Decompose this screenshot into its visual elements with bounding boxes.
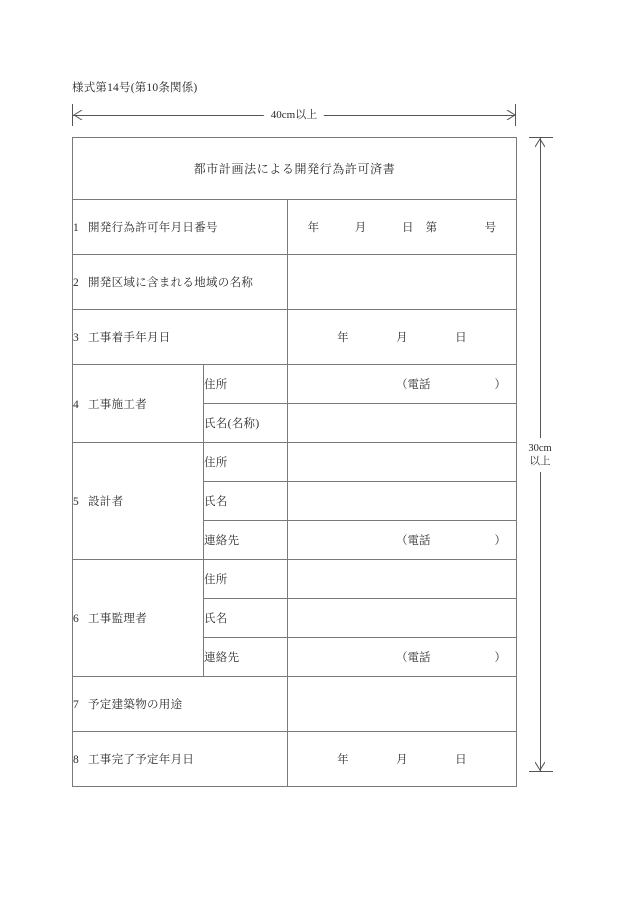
row-label-7: [73, 677, 288, 732]
subrow-value-5-2[interactable]: [288, 521, 517, 560]
row-label-text-4: 工事施工者: [88, 398, 147, 411]
height-dimension: [529, 137, 553, 772]
table-row: [73, 310, 517, 365]
subrow-value-5-1[interactable]: [288, 482, 517, 521]
subrow-label-6-2: 連絡先: [204, 638, 288, 677]
subrow-value-6-1[interactable]: [288, 599, 517, 638]
permit-form-table: [72, 137, 517, 787]
table-row: [73, 365, 517, 404]
row-label-2: [73, 255, 288, 310]
row-index-1: 1: [73, 222, 80, 234]
row-index-3: 3: [73, 332, 80, 344]
subrow-value-6-0[interactable]: [288, 560, 517, 599]
subrow-value-4-1[interactable]: [288, 404, 517, 443]
row-label-text-7: 予定建築物の用途: [88, 699, 183, 711]
tel-close-paren-6-2: ）: [494, 652, 507, 664]
row-value-text-1: 年 月 日 第 号: [307, 222, 497, 234]
row-label-text-1: 開発行為許可年月日番号: [88, 222, 218, 234]
height-dimension-label-line1: 30cm: [528, 442, 552, 454]
row-label-5: [73, 443, 204, 560]
row-label-text-6: 工事監理者: [88, 613, 147, 625]
table-row: [73, 443, 517, 482]
row-index-6: 6: [73, 613, 80, 625]
row-label-text-2: 開発区域に含まれる地域の名称: [88, 277, 254, 289]
row-label-text-5: 設計者: [88, 496, 124, 508]
row-label-8: [73, 732, 288, 787]
height-dimension-label: [528, 438, 551, 472]
row-index-8: 8: [73, 754, 80, 766]
subrow-value-4-0[interactable]: [288, 365, 517, 404]
table-row: [73, 560, 517, 599]
row-label-text-8: 工事完了予定年月日: [88, 754, 195, 766]
form-number-caption: 様式第14号(第10条関係): [72, 82, 198, 94]
row-index-7: 7: [73, 699, 80, 711]
row-label-1: [73, 200, 288, 255]
subrow-value-5-0[interactable]: [288, 443, 517, 482]
width-dimension-label: 40cm以上: [264, 106, 324, 124]
row-value-text-3: 年 月 日: [337, 332, 467, 344]
subrow-label-4-1: 氏名(名称): [204, 404, 288, 443]
tel-close-paren-4-0: ）: [494, 379, 507, 391]
row-index-2: 2: [73, 277, 80, 289]
row-value-3[interactable]: [288, 310, 517, 365]
table-row: [73, 200, 517, 255]
subrow-label-5-0: 住所: [204, 443, 288, 482]
subrow-label-5-1: 氏名: [204, 482, 288, 521]
subrow-label-5-2: 連絡先: [204, 521, 288, 560]
table-row: [73, 255, 517, 310]
row-index-5: 5: [73, 496, 80, 508]
table-row-title: [73, 138, 517, 200]
row-label-6: [73, 560, 204, 677]
table-row: [73, 732, 517, 787]
subrow-value-6-2[interactable]: [288, 638, 517, 677]
subrow-label-6-0: 住所: [204, 560, 288, 599]
row-label-3: [73, 310, 288, 365]
table-row: [73, 677, 517, 732]
width-dimension: [72, 104, 516, 126]
tel-open-paren-5-2: （電話: [396, 535, 431, 547]
row-value-1[interactable]: [288, 200, 517, 255]
height-dimension-bottom-endcap: [529, 771, 553, 772]
row-label-text-3: 工事着手年月日: [88, 332, 171, 344]
tel-close-paren-5-2: ）: [494, 535, 507, 547]
row-index-4: 4: [73, 398, 80, 411]
row-label-4: [73, 365, 204, 443]
row-value-7[interactable]: [288, 677, 517, 732]
row-value-text-8: 年 月 日: [337, 754, 467, 766]
tel-open-paren-6-2: （電話: [396, 652, 431, 664]
form-title: 都市計画法による開発行為許可済書: [73, 138, 517, 200]
subrow-label-4-0: 住所: [204, 365, 288, 404]
row-value-2[interactable]: [288, 255, 517, 310]
row-value-8[interactable]: [288, 732, 517, 787]
height-dimension-label-line2: 以上: [529, 455, 551, 467]
tel-open-paren-4-0: （電話: [396, 379, 431, 391]
subrow-label-6-1: 氏名: [204, 599, 288, 638]
